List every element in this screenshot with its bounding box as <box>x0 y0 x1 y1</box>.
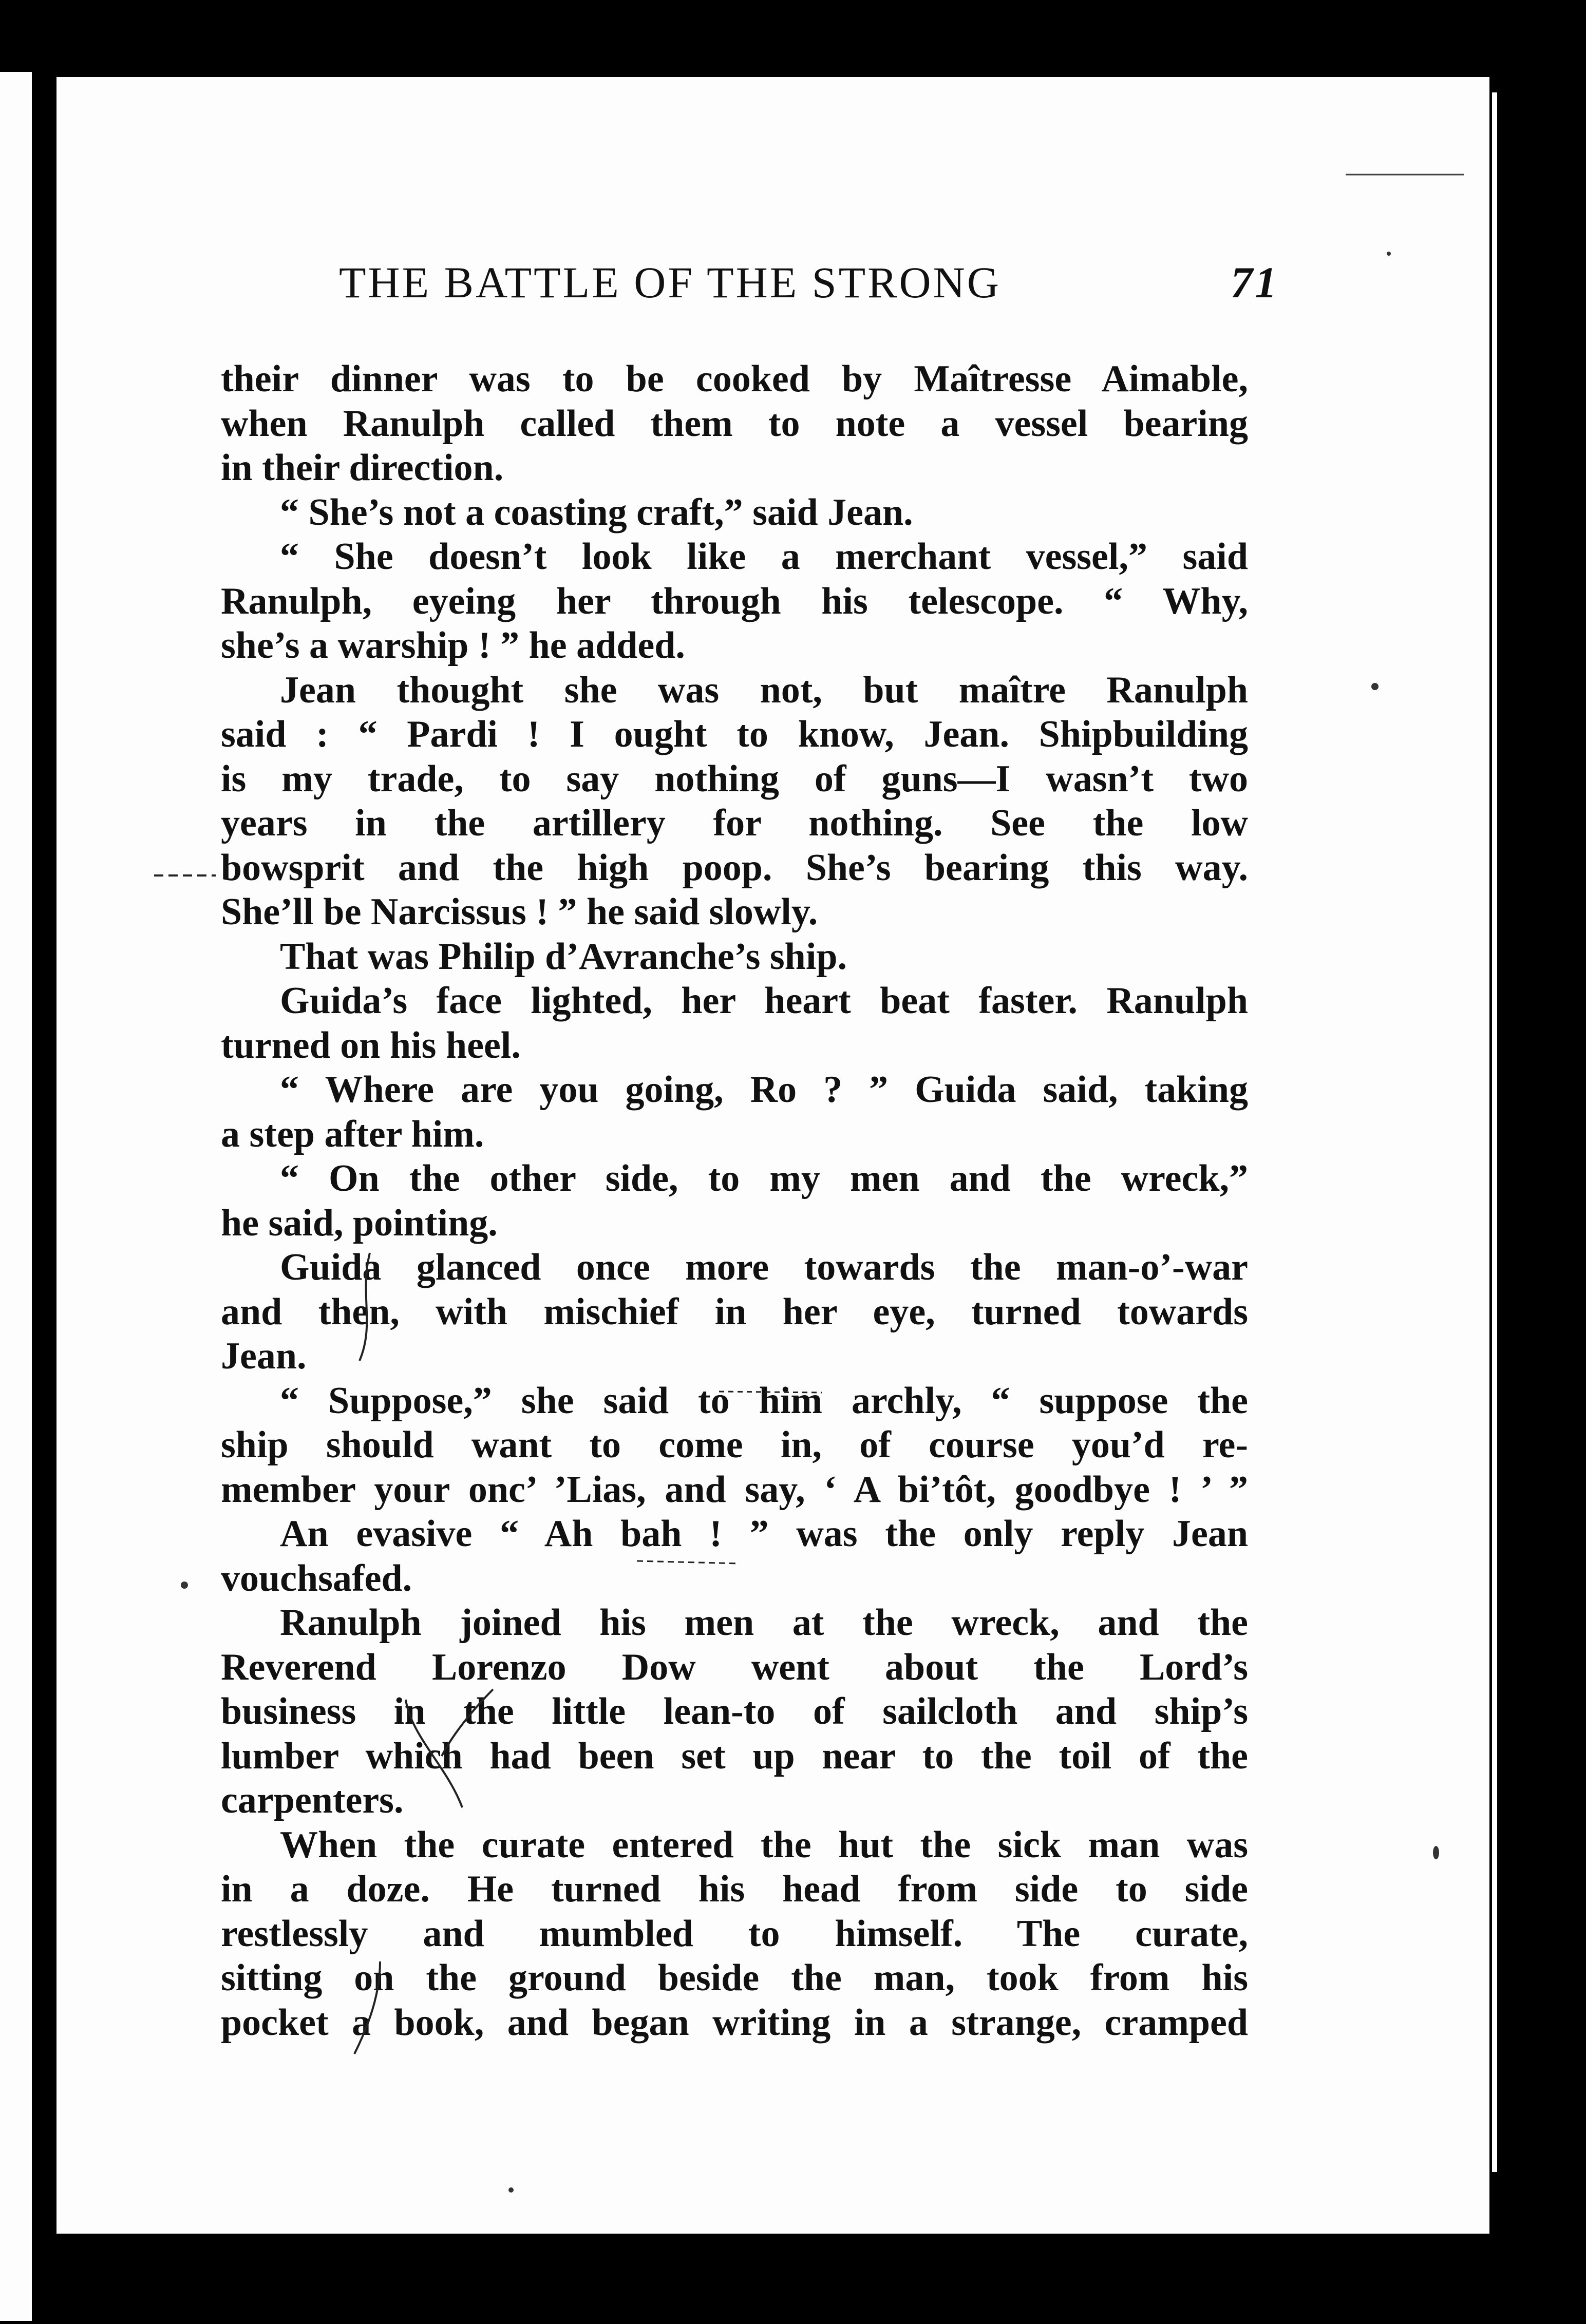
text-line: When the curate entered the hut the sick man was <box>280 1823 1248 1866</box>
text-line: she’s a warship ! ” he added. <box>221 624 685 666</box>
text-line: ship should want to come in, of course you’d re- <box>221 1424 1248 1466</box>
text-line: That was Philip d’Avranche’s ship. <box>280 935 847 978</box>
text-line: lumber which had been set up near to the toil of the <box>221 1735 1248 1777</box>
text-line: member your onc’ ’Lias, and say, ‘ A bi’tôt, goodbye ! ’ ” <box>221 1468 1248 1511</box>
text-line: Guida’s face lighted, her heart beat faster. Ranulph <box>280 980 1248 1022</box>
text-line: “ She doesn’t look like a merchant vessel,” said <box>280 536 1248 578</box>
text-line: sitting on the ground beside the man, took from his <box>221 1957 1248 1999</box>
scan-speck <box>181 1582 188 1589</box>
text-line: “ She’s not a coasting craft,” said Jean. <box>280 491 913 534</box>
text-line <box>221 890 1248 935</box>
text-line: “ Suppose,” she said to him archly, “ suppose the <box>280 1379 1248 1422</box>
text-line: Ranulph, eyeing her through his telescope. “ Why, <box>221 580 1248 622</box>
text-line: carpenters. <box>221 1779 404 1821</box>
scan-speck <box>1371 683 1379 690</box>
running-title: THE BATTLE OF THE STRONG <box>339 258 1001 307</box>
scan-speck <box>508 2187 514 2193</box>
text-line: turned on his heel. <box>221 1024 521 1066</box>
text-line: business in the little lean-to of sailcloth and ship’s <box>221 1690 1248 1732</box>
text-line: restlessly and mumbled to himself. The curate, <box>221 1912 1248 1955</box>
text-line: bowsprit and the high poop. She’s bearing this way. <box>221 846 1248 889</box>
text-line: vouchsafed. <box>221 1557 412 1599</box>
text-line: Reverend Lorenzo Dow went about the Lord’s <box>221 1646 1248 1688</box>
text-line: Guida glanced once more towards the man-o’-war <box>280 1246 1248 1288</box>
scan-speck <box>1387 252 1391 256</box>
text-run: She’ll be Narcissus ! ” he said slowly. <box>221 891 818 933</box>
text-line: said : “ Pardi ! I ought to know, Jean. Shipbuilding <box>221 713 1248 755</box>
text-line: Ranulph joined his men at the wreck, and the <box>280 1602 1248 1644</box>
text-line: An evasive “ Ah bah ! ” was the only reply Jean <box>280 1513 1248 1555</box>
left-page-edge <box>0 72 32 2321</box>
text-line: and then, with mischief in her eye, turned towards <box>221 1290 1248 1333</box>
text-line: Jean. <box>221 1335 307 1377</box>
text-line: in their direction. <box>221 447 504 489</box>
text-line: their dinner was to be cooked by Maîtresse Aimable, <box>221 358 1248 400</box>
text-line: is my trade, to say nothing of guns—I wasn’t two <box>221 757 1248 800</box>
scan-speck <box>1433 1846 1439 1859</box>
text-line: “ Where are you going, Ro ? ” Guida said, taking <box>280 1069 1248 1111</box>
right-page-edge <box>1492 92 1497 2172</box>
text-line: when Ranulph called them to note a vessel bearing <box>221 402 1248 445</box>
text-line: “ On the other side, to my men and the wreck,” <box>280 1157 1248 1199</box>
text-line: pocket a book, and began writing in a strange, cramped <box>221 2001 1248 2044</box>
text-line: a step after him. <box>221 1113 484 1155</box>
body-text <box>221 357 1248 2045</box>
text-line: in a doze. He turned his head from side to side <box>221 1868 1248 1910</box>
text-line: Jean thought she was not, but maître Ranulph <box>280 669 1248 711</box>
text-line: years in the artillery for nothing. See the low <box>221 802 1248 844</box>
text-line: he said, pointing. <box>221 1202 498 1244</box>
page-number: 71 <box>1231 258 1279 307</box>
page-header <box>339 257 1279 313</box>
